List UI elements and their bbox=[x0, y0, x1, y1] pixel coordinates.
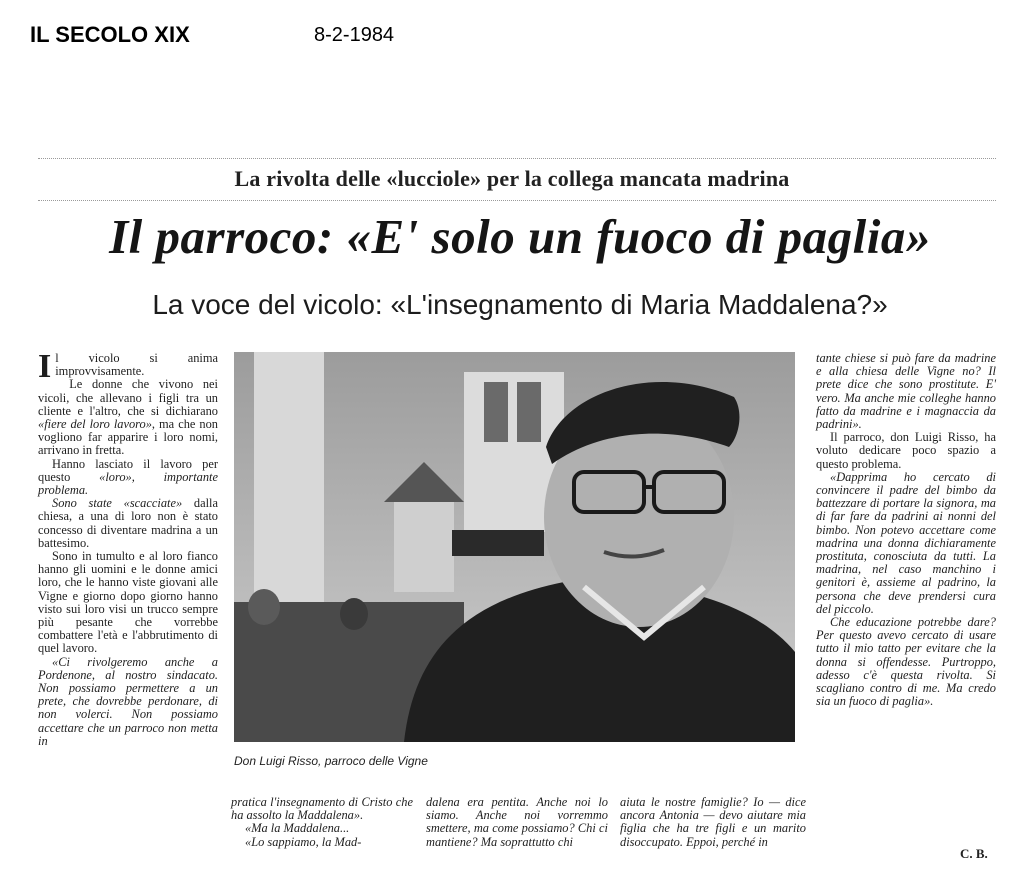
text-column-1 bbox=[38, 348, 218, 748]
paragraph: «Ci rivolgeremo anche a Pordenone, al nostro sindacato. Non possiamo permettere a un prete, che dovrebbe perdonare, di non volerci. Non possiamo accettare che un parroco non metta in bbox=[38, 654, 218, 748]
paragraph bbox=[38, 497, 218, 550]
article-subhead: La voce del vicolo: «L'insegnamento di Maria Maddalena?» bbox=[152, 289, 888, 320]
quote-text: Sono state «scacciate» bbox=[52, 496, 183, 511]
paragraph: «Lo sappiamo, la Mad- bbox=[245, 834, 362, 849]
top-rule bbox=[38, 158, 996, 159]
text-column-4 bbox=[620, 796, 806, 849]
paragraph: Il parroco, don Luigi Risso, ha voluto dedicare poco spazio a questo problema. bbox=[816, 430, 996, 471]
photo-illustration bbox=[234, 352, 795, 742]
paragraph: Che educazione potrebbe dare? Per questo avevo cercato di usare tutto il mio tatto per evitare che la donna si offendesse. Purtroppo, adesso c'è questa rivolta. Si scagliano contro di me. Ma credo sia un fuoco di paglia». bbox=[816, 615, 996, 709]
text-column-5 bbox=[816, 352, 996, 708]
newspaper-name: IL SECOLO XIX bbox=[30, 22, 190, 47]
paragraph: aiuta le nostre famiglie? Io — dice ancora Antonia — devo aiutare mia figlia che ha tre figli e un marito disoccupato. Eppoi, perché in bbox=[620, 795, 806, 849]
paragraph: «Ma la Maddalena... bbox=[245, 821, 350, 836]
quote-text: «fiere del loro lavoro» bbox=[38, 417, 152, 432]
text-column-2 bbox=[231, 796, 413, 849]
article-headline: Il parroco: «E' solo un fuoco di paglia» bbox=[109, 209, 931, 264]
paragraph: Sono in tumulto e al loro fianco hanno gli uomini e le donne amici loro, che le hanno viste giovani alle Vigne e giorno dopo giorno hanno visto sui loro visi un trucco sempre più pesante che vorrebbe combattere l'età e l'abbrutimento di quel lavoro. bbox=[38, 549, 218, 656]
quote-text: «loro», importante problema. bbox=[38, 469, 218, 498]
paragraph: pratica l'insegnamento di Cristo che ha assolto la Maddalena». bbox=[231, 795, 413, 823]
paragraph-text: , ma che non vogliono far apparire i loro nomi, arrivano in fretta. bbox=[38, 417, 218, 458]
paragraph: tante chiese si può fare da madrine e alla chiesa delle Vigne no? Il prete dice che sono prostitute. E' vero. Ma anche mie colleghe hanno fatto da madrine e i magnaccia da padrini». bbox=[816, 351, 996, 432]
author-initials: C. B. bbox=[960, 846, 988, 861]
kicker-rule bbox=[38, 200, 996, 201]
text-column-3 bbox=[426, 796, 608, 849]
priest-photo bbox=[234, 352, 795, 742]
paragraph: «Dapprima ho cercato di convincere il padre del bimbo da battezzare di portare la signora, ma di far fare da padrini ai nonni del bimbo. Non potevo accettare come madrina una donna dichiaramente prostituta, conosciuta da tutti. La madrina, nel caso manchino i genitori è, assieme al padrino, la persona che deve prendersi cura del piccolo. bbox=[816, 469, 996, 616]
article-kicker: La rivolta delle «lucciole» per la collega mancata madrina bbox=[234, 166, 790, 191]
paragraph-text: l vicolo si anima improvvisamente. bbox=[55, 351, 218, 379]
publication-date: 8-2-1984 bbox=[314, 24, 395, 46]
paragraph bbox=[38, 378, 218, 457]
paragraph: dalena era pentita. Anche noi lo siamo. Anche noi vorremmo smettere, ma come possiamo? Chi ci mantiene? Ma soprattutto chi bbox=[426, 795, 608, 849]
paragraph-text: dalla chiesa, a una di loro non è stato concesso di diventare madrina a un battesimo. bbox=[38, 496, 218, 550]
paragraph bbox=[38, 458, 218, 498]
paragraph-text: Hanno lasciato il lavoro per questo bbox=[38, 456, 218, 484]
paragraph bbox=[38, 348, 218, 385]
photo-caption: Don Luigi Risso, parroco delle Vigne bbox=[234, 754, 428, 768]
drop-cap: I bbox=[38, 348, 52, 385]
paragraph-text: Le donne che vivono nei vicoli, che allevano i figli tra un cliente e l'altro, che si dichiarano bbox=[38, 377, 218, 418]
